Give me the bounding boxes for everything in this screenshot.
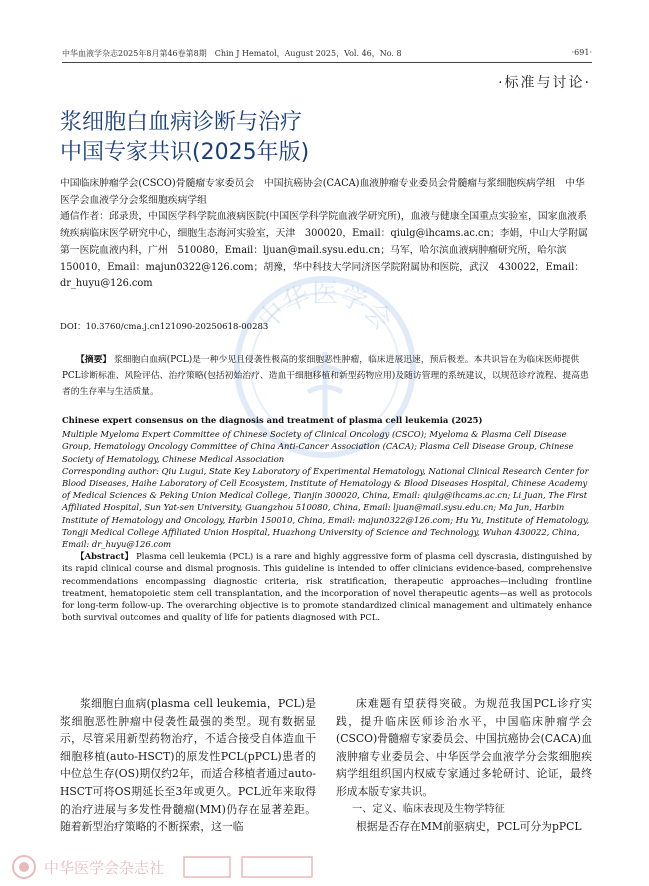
group-authors-cn: 中国临床肿瘤学会(CSCO)骨髓瘤专家委员会 中国抗癌协会(CACA)血液肿瘤专业委员会骨髓瘤与浆细胞疾病学组 中华医学会血液学分会浆细胞疾病学组 [60,178,585,206]
footer-watermark-text: 中华医学会杂志社 [44,859,165,877]
header-rule [62,62,592,63]
english-abstract [62,550,592,623]
english-abstract-block [62,414,592,623]
english-title: Chinese expert consensus on the diagnosis and treatment of plasma cell leukemia (2025) [62,415,483,425]
running-head [62,48,592,62]
author-block [60,176,590,293]
body-paragraph: 床难题有望获得突破。为规范我国PCL诊疗实践，提升临床医师诊治水平，中国临床肿瘤学会(CSCO)骨髓瘤专家委员会、中国抗癌协会(CACA)血液肿瘤专业委员会、中华医学会血液学分会浆细胞疾病学组组织国内权威专家通过多轮研讨、论证，最终形成本版专家共识。 [336,697,592,798]
body-column-right [336,695,592,836]
abstract-cn-text: 浆细胞白血病(PCL)是一种少见且侵袭性极高的浆细胞恶性肿瘤，临床进展迅速，预后极差。本共识旨在为临床医师提供PCL诊断标准、风险评估、治疗策略(包括初始治疗、造血干细胞移植和新型药物应用)及随访管理的系统建议，以规范诊疗流程、提高患者的生存率与生活质量。 [62,355,589,398]
article-title [60,108,480,168]
publisher-footer-watermark [8,852,328,882]
body-paragraph: 根据是否存在MM前驱病史，PCL可分为pPCL [356,820,582,834]
abstract-cn [62,352,592,401]
corresponding-author-cn: 通信作者：邱录贵，中国医学科学院血液病医院(中国医学科学院血液学研究所)，血液与健康全国重点实验室，国家血液系统疾病临床医学研究中心，细胞生态海河实验室，天津 300020，Email：qiulg@ihcams.ac.cn；李娟，中山大学附属第一医院血液内科，广州 510080，Email：ljuan@mail.sysu.edu.cn；马军，哈尔滨血液病肿瘤研究所，哈尔滨 150010，Email：majun0322@126.com；胡豫，华中科技大学同济医学院附属协和医院，武汉 430022，Email：dr_huyu@126.com [60,211,588,290]
watermark-text: 中华医学会 [252,279,398,337]
english-abstract-text: Plasma cell leukemia (PCL) is a rare and highly aggressive form of plasma cell dyscrasia, distinguished by its rapid clinical course and dismal prognosis. This guideline is intended to offer clinicians evidence-based, comprehensive recommendations encompassing diagnostic criteria, risk stratification, therapeutic approaches—including frontline treatment, hematopoietic stem cell transplantation, and the incorporation of novel therapeutic agents—as well as protocols for long-term follow-up. The overarching objective is to promote standardized clinical management and ultimately enhance both survival outcomes and quality of life for patients diagnosed with PCL. [62,551,592,623]
page-number: ·691· [571,48,592,57]
english-authors: Multiple Myeloma Expert Committee of Chinese Society of Clinical Oncology (CSCO); Myeloma & Plasma Cell Disease Group, Hematology Oncology Committee of China Anti-Cancer Association (CACA); Plasma Cell Disease Group, Chinese Society of Hematology, Chinese Medical Association [62,429,574,464]
title-line-1: 浆细胞白血病诊断与治疗 [60,110,303,135]
title-line-2: 中国专家共识(2025年版) [60,140,310,165]
english-corresponding: Corresponding author: Qiu Lugui, State Key Laboratory of Experimental Hematology, National Clinical Research Center for Blood Diseases, Haihe Laboratory of Cell Ecosystem, Institute of Hematology & Blood Diseases Hospital, Chinese Academy of Medical Sciences & Peking Union Medical College, Tianjin 300020, China, Email: qiulg@ihcams.ac.cn; Li Juan, The First Affiliated Hospital, Sun Yat-sen University, Guangzhou 510080, China, Email: ljuan@mail.sysu.edu.cn; Ma Jun, Harbin Institute of Hematology and Oncology, Harbin 150010, China, Email: majun0322@126.com; Hu Yu, Institute of Hematology, Tongji Medical College Affiliated Union Hospital, Huazhong University of Science and Technology, Wuhan 430022, China, Email: dr_huyu@126.com [62,465,590,550]
body-column-left: 浆细胞白血病(plasma cell leukemia，PCL)是浆细胞恶性肿瘤中侵袭性最强的类型。现有数据显示，尽管采用新型药物治疗，不适合接受自体造血干细胞移植(auto-HSCT)的原发性PCL(pPCL)患者的中位总生存(OS)期仅约2年，而适合移植者通过auto-HSCT可将OS期延长至3年或更久。PCL近年来取得的治疗进展与多发性骨髓瘤(MM)仍存在显著差距。随着新型治疗策略的不断探索，这一临 [60,697,316,834]
running-head-journal: 中华血液学杂志2025年8月第46卷第8期 Chin J Hematol，August 2025，Vol. 46，No. 8 [62,49,402,58]
abstract-cn-label: 【摘要】 [76,355,112,365]
section-tag: ·标准与讨论· [498,75,591,91]
section-heading: 一、定义、临床表现及生物学特征 [352,803,505,815]
english-abstract-label: 【Abstract】 [76,551,134,562]
doi: DOI：10.3760/cma.j.cn121090-20250618-00283 [60,322,269,332]
